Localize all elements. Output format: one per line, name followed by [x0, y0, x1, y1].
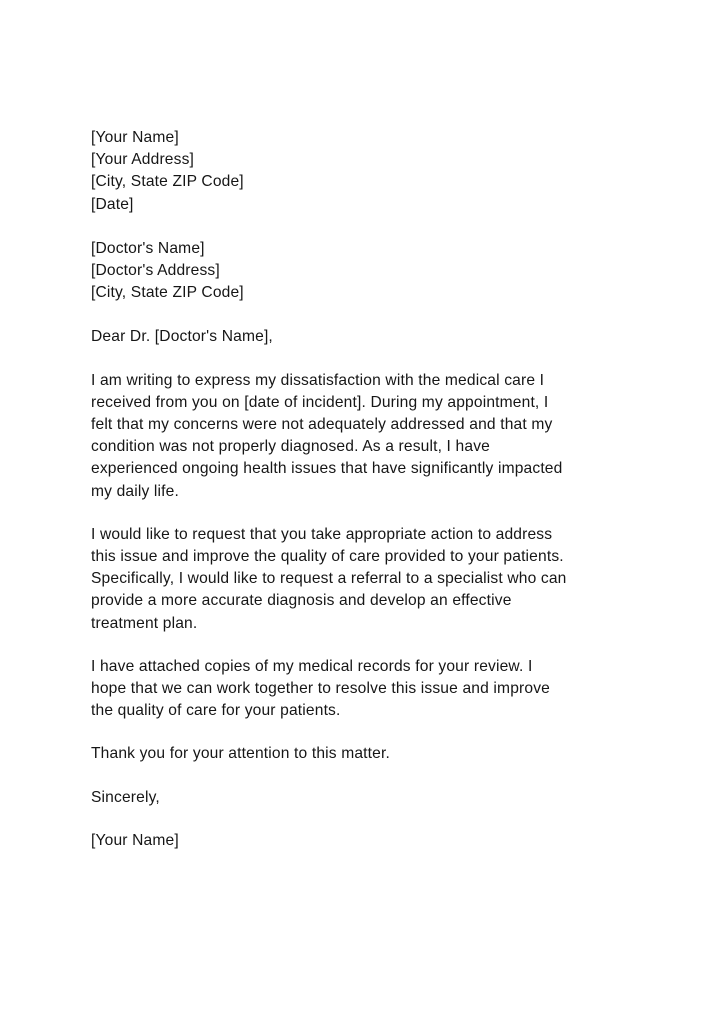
- recipient-address-block: [91, 238, 661, 305]
- salutation: Dear Dr. [Doctor's Name],: [91, 328, 273, 346]
- body-paragraph-3: [91, 656, 661, 723]
- sender-city-state-zip: [City, State ZIP Code]: [91, 173, 244, 191]
- sender-street-address: [Your Address]: [91, 151, 195, 169]
- paragraph-1-line-6: my daily life.: [91, 482, 179, 500]
- body-paragraph-4: Thank you for your attention to this matter.: [91, 745, 390, 763]
- paragraph-1-line-2: received from you on [date of incident]. During my appointment, I: [91, 393, 549, 411]
- signature-name: [Your Name]: [91, 831, 179, 849]
- paragraph-2-line-1: I would like to request that you take appropriate action to address: [91, 525, 553, 543]
- paragraph-1-line-3: felt that my concerns were not adequately addressed and that my: [91, 416, 553, 434]
- paragraph-3-line-3: the quality of care for your patients.: [91, 702, 341, 720]
- closing-salutation: Sincerely,: [91, 788, 160, 806]
- paragraph-2-line-2: this issue and improve the quality of care provided to your patients.: [91, 548, 564, 566]
- recipient-city-state-zip: [City, State ZIP Code]: [91, 284, 244, 302]
- paragraph-2-line-4: provide a more accurate diagnosis and develop an effective: [91, 592, 512, 610]
- sender-name: [Your Name]: [91, 129, 179, 146]
- paragraph-1-line-4: condition was not properly diagnosed. As a result, I have: [91, 438, 490, 456]
- paragraph-1-line-1: I am writing to express my dissatisfaction with the medical care I: [91, 371, 545, 389]
- letter-date: [Date]: [91, 195, 134, 213]
- recipient-street-address: [Doctor's Address]: [91, 262, 220, 280]
- paragraph-2-line-5: treatment plan.: [91, 614, 198, 632]
- paragraph-1-line-5: experienced ongoing health issues that have significantly impacted: [91, 460, 563, 478]
- paragraph-3-line-2: hope that we can work together to resolve this issue and improve: [91, 680, 550, 698]
- letter-body: [91, 127, 661, 852]
- paragraph-2-line-3: Specifically, I would like to request a referral to a specialist who can: [91, 570, 567, 588]
- paragraph-3-line-1: I have attached copies of my medical records for your review. I: [91, 657, 533, 675]
- recipient-name: [Doctor's Name]: [91, 239, 205, 257]
- body-paragraph-1: [91, 370, 661, 503]
- body-paragraph-2: [91, 524, 661, 635]
- sender-address-block: [91, 127, 661, 216]
